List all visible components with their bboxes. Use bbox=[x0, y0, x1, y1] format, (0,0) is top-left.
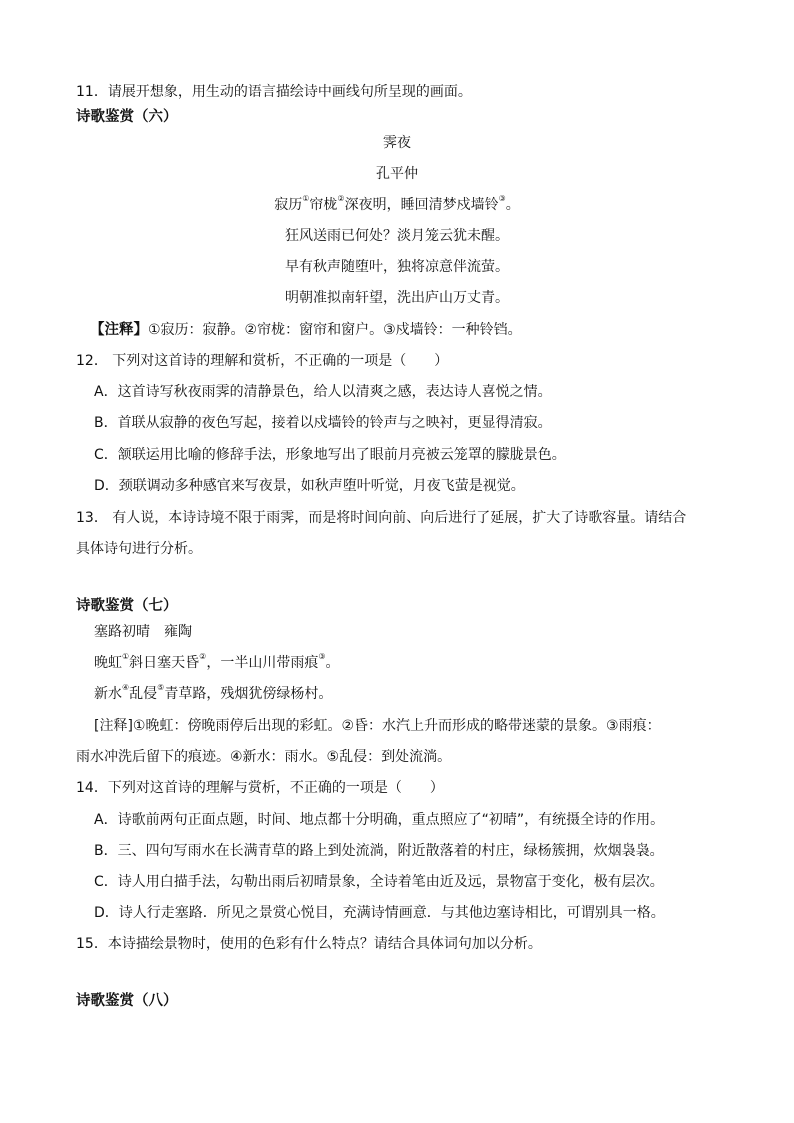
poem-6-line-1 bbox=[0, 195, 794, 215]
poem-7-notes-line-1: [注释]①晚虹：傍晚雨停后出现的彩虹。②昏：水汽上升而形成的略带迷蒙的景象。③雨痕： bbox=[94, 718, 661, 734]
poem-6-line-3: 早有秋声随堕叶，独将凉意伴流萤。 bbox=[285, 259, 509, 275]
question-14-stem: 14．下列对这首诗的理解与赏析，不正确的一项是（ ） bbox=[76, 780, 444, 796]
poem-6-author: 孔平仲 bbox=[376, 166, 418, 182]
poem-7-title-author: 塞路初晴 雍陶 bbox=[94, 624, 192, 640]
footnote-marker: ① bbox=[122, 652, 130, 662]
footnote-marker: ③ bbox=[498, 194, 506, 204]
question-12-option-c: C．颔联运用比喻的修辞手法，形象地写出了眼前月亮被云笼罩的朦胧景色。 bbox=[94, 447, 566, 463]
section-8-heading: 诗歌鉴赏（八） bbox=[76, 993, 178, 1009]
footnote-marker: ④ bbox=[122, 683, 130, 693]
question-14-option-b: B．三、四句写雨水在长满青草的路上到处流淌，附近散落着的村庄，绿杨簇拥，炊烟袅袅。 bbox=[94, 843, 664, 859]
question-11: 11．请展开想象，用生动的语言描绘诗中画线句所呈现的画面。 bbox=[76, 84, 472, 100]
notes-label: 【注释】 bbox=[90, 322, 148, 338]
footnote-marker: ③ bbox=[318, 652, 326, 662]
question-12-stem: 12． 下列对这首诗的理解和赏析，不正确的一项是（ ） bbox=[76, 353, 449, 369]
poem-text: 晚虹 bbox=[94, 655, 122, 671]
footnote-marker: ⑤ bbox=[157, 683, 165, 693]
question-14-option-d: D．诗人行走塞路．所见之景赏心悦目，充满诗情画意．与其他边塞诗相比，可谓别具一格。 bbox=[94, 905, 665, 921]
question-15: 15．本诗描绘景物时，使用的色彩有什么特点？请结合具体词句加以分析。 bbox=[76, 936, 542, 952]
question-13-line-1: 13． 有人说，本诗诗境不限于雨霁，而是将时间向前、向后进行了延展，扩大了诗歌容量。请结合 bbox=[76, 510, 687, 526]
poem-6-title: 霁夜 bbox=[383, 135, 411, 151]
question-14-option-c: C．诗人用白描手法，勾勒出雨后初晴景象，全诗着笔由近及远，景物富于变化，极有层次。 bbox=[94, 874, 664, 890]
poem-text: 。 bbox=[505, 197, 520, 213]
section-7-heading: 诗歌鉴赏（七） bbox=[76, 598, 178, 614]
poem-text: 新水 bbox=[94, 686, 122, 702]
poem-7-line-1 bbox=[94, 653, 340, 673]
footnote-marker: ① bbox=[302, 194, 310, 204]
footnote-marker: ② bbox=[337, 194, 345, 204]
poem-6-line-2: 狂风送雨已何处？淡月笼云犹未醒。 bbox=[285, 228, 509, 244]
question-12-option-b: B．首联从寂静的夜色写起，接着以戍墙铃的铃声与之映衬，更显得清寂。 bbox=[94, 415, 552, 431]
question-12-option-a: A．这首诗写秋夜雨霁的清静景色，给人以清爽之感，表达诗人喜悦之情。 bbox=[94, 384, 552, 400]
poem-text: 乱侵 bbox=[129, 686, 158, 702]
poem-text: ，一半山川带雨痕 bbox=[206, 655, 319, 671]
poem-text: 深夜明，睡回清梦戍墙铃 bbox=[344, 197, 499, 213]
poem-text: 斜日塞天昏 bbox=[129, 655, 200, 671]
footnote-marker: ② bbox=[199, 652, 207, 662]
question-14-option-a: A．诗歌前两句正面点题，时间、地点都十分明确，重点照应了“初晴”，有统摄全诗的作用。 bbox=[94, 812, 665, 828]
poem-6-line-4: 明朝准拟南轩望，洗出庐山万丈青。 bbox=[285, 290, 509, 306]
poem-7-line-2 bbox=[94, 684, 332, 704]
section-6-heading: 诗歌鉴赏（六） bbox=[76, 109, 178, 125]
poem-text: 青草路，残烟犹傍绿杨村。 bbox=[164, 686, 333, 702]
poem-6-notes bbox=[90, 320, 522, 340]
poem-text: 寂历 bbox=[274, 197, 303, 213]
question-12-option-d: D．颈联调动多种感官来写夜景，如秋声堕叶听觉，月夜飞萤是视觉。 bbox=[94, 478, 525, 494]
poem-text: 。 bbox=[325, 655, 340, 671]
poem-7-notes-line-2: 雨水冲洗后留下的痕迹。④新水：雨水。⑤乱侵：到处流淌。 bbox=[76, 749, 452, 765]
notes-text: ①寂历：寂静。②帘栊：窗帘和窗户。③戍墙铃：一种铃铛。 bbox=[148, 322, 522, 338]
poem-text: 帘栊 bbox=[309, 197, 338, 213]
question-13-line-2: 具体诗句进行分析。 bbox=[76, 541, 202, 557]
